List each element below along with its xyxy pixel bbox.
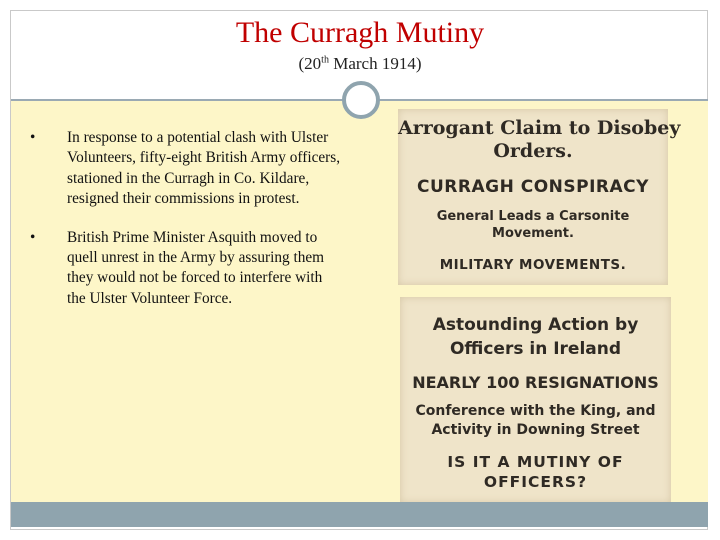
newspaper-clipping-astounding-action xyxy=(400,297,671,503)
bullet-item xyxy=(23,128,343,210)
newspaper-clipping-curragh-conspiracy xyxy=(398,109,681,285)
clipping-headline: Orders. xyxy=(493,140,573,162)
clipping-headline: CURRAGH CONSPIRACY xyxy=(417,177,649,197)
clipping-headline: Astounding Action by xyxy=(432,315,639,335)
clipping-headline: NEARLY 100 RESIGNATIONS xyxy=(412,373,659,392)
bullet-text: British Prime Minister Asquith moved to quell unrest in the Army by assuring them they would not be forced to interfere with the Ulster Volunteer Force. xyxy=(67,228,325,307)
bullet-item xyxy=(23,228,343,310)
clipping-subheadline: Movement. xyxy=(492,226,574,241)
clipping-headline: OFFICERS? xyxy=(483,473,588,491)
clipping-subheadline: Activity in Downing Street xyxy=(431,422,640,438)
subtitle-text-end: March 1914) xyxy=(328,54,422,73)
clipping-subheadline: General Leads a Carsonite xyxy=(436,209,630,224)
clipping-headline: Arrogant Claim to Disobey xyxy=(398,117,681,139)
bullet-marker: • xyxy=(30,129,36,146)
bullet-list xyxy=(23,128,343,327)
divider-circle-ornament xyxy=(342,81,380,119)
clipping-subheadline: Conference with the King, and xyxy=(415,403,656,419)
slide-title: The Curragh Mutiny xyxy=(235,16,485,49)
subtitle-superscript: th xyxy=(321,54,329,66)
slide-subtitle xyxy=(0,54,720,74)
clipping-headline: IS IT A MUTINY OF xyxy=(447,453,624,471)
subtitle-text-start: (20 xyxy=(298,54,322,73)
clipping-headline: Officers in Ireland xyxy=(449,339,622,359)
clipping-headline: MILITARY MOVEMENTS. xyxy=(439,257,627,273)
bullet-text: In response to a potential clash with Ulster Volunteers, fifty-eight British Army officers, stationed in the Curragh in Co. Kildare, resigned their commissions in protest. xyxy=(67,129,341,208)
footer-bar xyxy=(11,502,708,527)
bullet-marker: • xyxy=(30,228,36,246)
